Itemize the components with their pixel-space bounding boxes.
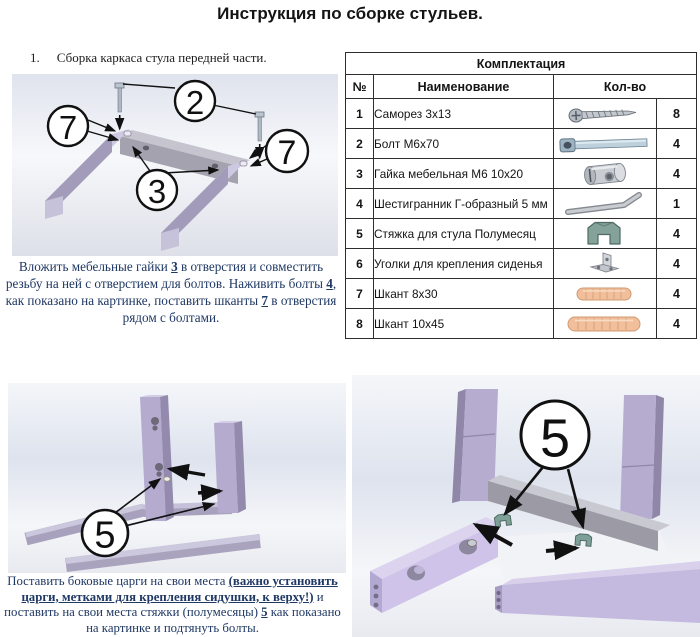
- clamp-piece: [164, 477, 170, 481]
- svg-text:7: 7: [58, 108, 78, 146]
- row-icon-cell: [554, 219, 657, 249]
- row-num: 8: [346, 309, 374, 339]
- callout-7-right: [266, 130, 308, 172]
- text-segment: , как показано на картинке, поставить шканты: [5, 276, 337, 308]
- figure-clamp-closeup: [352, 375, 700, 637]
- step-1-heading: [30, 50, 267, 66]
- row-qty: 4: [657, 159, 697, 189]
- table-row: [346, 189, 697, 219]
- bolt-icon: [559, 134, 651, 154]
- row-num: 7: [346, 279, 374, 309]
- dowel-left: [124, 131, 131, 136]
- row-icon-cell: [554, 159, 657, 189]
- row-num: 5: [346, 219, 374, 249]
- text-segment: 3: [171, 259, 178, 274]
- row-name: Уголки для крепления сиденья: [374, 249, 554, 279]
- row-name: Шкант 10х45: [374, 309, 554, 339]
- row-name: Болт М6х70: [374, 129, 554, 159]
- dowel-icon: [566, 313, 644, 335]
- back-leg-left: [140, 395, 174, 521]
- barrel-nut-icon: [580, 160, 630, 188]
- text-segment: 7: [261, 293, 268, 308]
- callout-7-left: [48, 106, 88, 146]
- row-name: Шестигранник Г-образный 5 мм: [374, 189, 554, 219]
- svg-text:5: 5: [94, 514, 116, 557]
- half-moon-clamp-icon: [585, 221, 625, 246]
- col-header-qty: Кол-во: [554, 75, 697, 99]
- instruction-paragraph-2: [2, 574, 343, 636]
- svg-text:5: 5: [539, 408, 571, 469]
- step-title: Сборка каркаса стула передней части.: [56, 50, 267, 65]
- row-qty: 4: [657, 309, 697, 339]
- text-segment: как показано на картинке и подтянуть болты.: [86, 605, 341, 635]
- table-row: [346, 309, 697, 339]
- svg-text:7: 7: [277, 134, 297, 173]
- step-number: 1.: [30, 50, 40, 65]
- dowel-right: [240, 161, 247, 166]
- row-num: 2: [346, 129, 374, 159]
- row-qty: 4: [657, 249, 697, 279]
- table-row: [346, 219, 697, 249]
- text-segment: (важно установить царги, метками для крепления сидушки, к верху!): [21, 574, 338, 604]
- row-icon-cell: [554, 279, 657, 309]
- svg-text:3: 3: [147, 172, 167, 210]
- callout-3: [137, 170, 177, 210]
- screw-icon: [566, 104, 644, 124]
- row-num: 4: [346, 189, 374, 219]
- text-segment: в отверстия рядом с болтами.: [122, 293, 337, 325]
- row-qty: 8: [657, 99, 697, 129]
- text-segment: в отверстия и совместить резьбу на ней с отверстием для болтов. Наживить болты: [5, 259, 327, 291]
- bolt-head: [468, 540, 477, 547]
- parts-table-title: Комплектация: [346, 53, 697, 75]
- table-row: [346, 279, 697, 309]
- table-row: [346, 249, 697, 279]
- row-num: 3: [346, 159, 374, 189]
- page-title: Инструкция по сборке стульев.: [217, 4, 483, 23]
- figure-side-frame-assembly: [8, 383, 346, 573]
- row-qty: 4: [657, 279, 697, 309]
- figure-front-frame-assembly: [12, 74, 338, 256]
- row-icon-cell: [554, 309, 657, 339]
- col-header-name: Наименование: [374, 75, 554, 99]
- instruction-paragraph-1: [2, 258, 340, 326]
- text-segment: 4: [326, 276, 333, 291]
- col-header-num: №: [346, 75, 374, 99]
- row-icon-cell: [554, 249, 657, 279]
- back-post-right: [620, 395, 664, 519]
- text-segment: Поставить боковые царги на свои места: [7, 574, 229, 588]
- callout-5: [521, 401, 589, 469]
- row-num: 1: [346, 99, 374, 129]
- text-segment: Вложить мебельные гайки: [18, 259, 172, 274]
- row-name: Саморез 3х13: [374, 99, 554, 129]
- table-row: [346, 129, 697, 159]
- hex-key-icon: [562, 191, 648, 217]
- callout-5: [82, 510, 128, 557]
- table-row: [346, 99, 697, 129]
- table-row: [346, 159, 697, 189]
- back-leg-right: [214, 421, 246, 513]
- row-qty: 1: [657, 189, 697, 219]
- row-qty: 4: [657, 219, 697, 249]
- row-num: 6: [346, 249, 374, 279]
- corner-bracket-icon: [587, 251, 623, 276]
- row-icon-cell: [554, 189, 657, 219]
- text-segment: 5: [261, 605, 268, 620]
- parts-table: [345, 52, 697, 339]
- row-qty: 4: [657, 129, 697, 159]
- row-icon-cell: [554, 129, 657, 159]
- callout-2: [175, 81, 215, 121]
- row-name: Гайка мебельная М6 10х20: [374, 159, 554, 189]
- row-name: Шкант 8х30: [374, 279, 554, 309]
- dowel-icon: [575, 284, 635, 304]
- row-icon-cell: [554, 99, 657, 129]
- row-name: Стяжка для стула Полумесяц: [374, 219, 554, 249]
- svg-text:2: 2: [185, 83, 205, 121]
- text-segment: и поставить на свои места стяжки (полумесяцы): [4, 589, 324, 620]
